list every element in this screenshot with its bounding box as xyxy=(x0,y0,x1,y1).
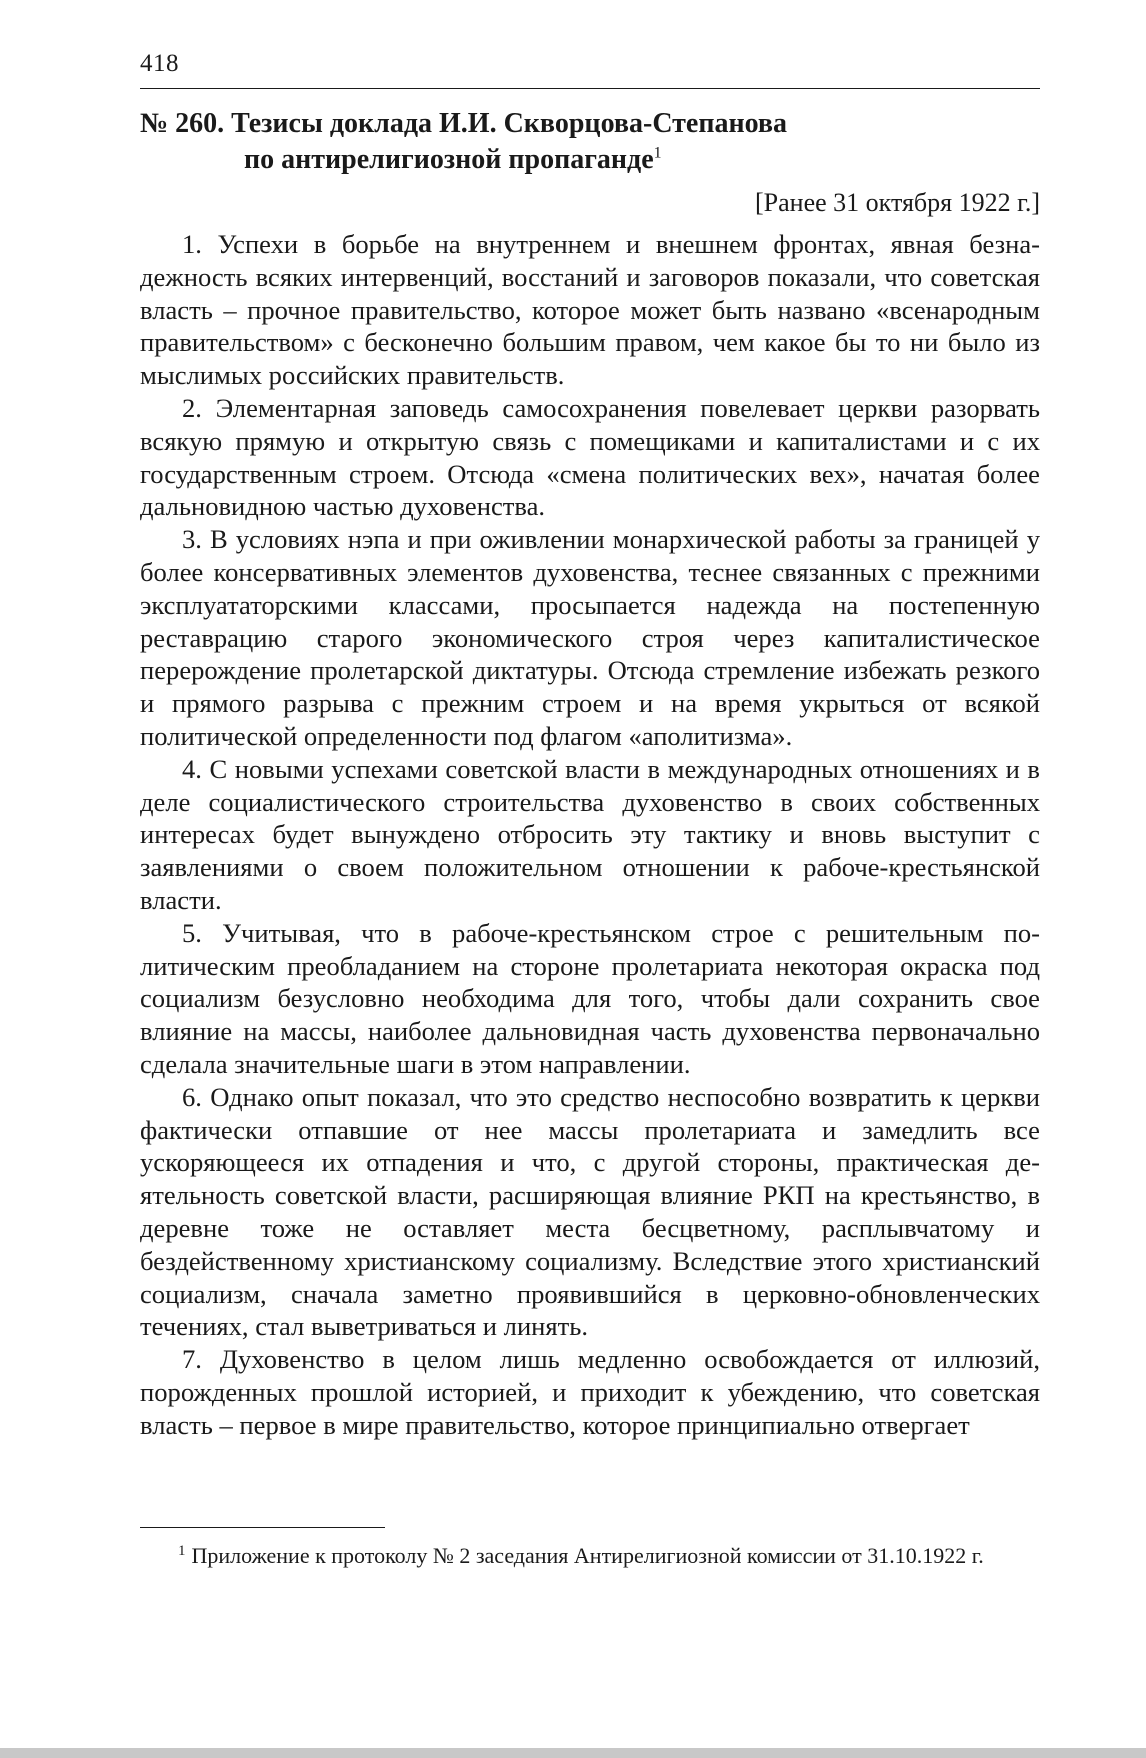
title-footnote-mark[interactable]: 1 xyxy=(653,144,662,162)
paragraph-4: 4. С новыми успехами советской власти в международных отношениях и в деле социалистического строительства духовенство в своих собственных интересах будет вынуждено отбросить эту тактику и вновь выступит с заявлениями о своем положительном отношении к рабоче-крестьянской власти. xyxy=(140,753,1040,915)
header-rule xyxy=(140,88,1040,89)
paragraph-2: 2. Элементарная заповедь самосохранения повелевает церкви разорвать всякую прямую и открытую связь с помещиками и капиталистами и с их государственным строем. Отсюда «смена политических вех», начатая более дальновидною частью духовенства. xyxy=(140,392,1040,522)
body-text xyxy=(140,228,1040,1441)
title-line-1: № 260. Тезисы доклада И.И. Скворцова-Степанова xyxy=(140,108,788,139)
page-bottom-edge xyxy=(0,1748,1146,1758)
footnote-rule xyxy=(140,1527,385,1528)
document-title xyxy=(140,106,1040,178)
paragraph-3: 3. В условиях нэпа и при оживлении монархической работы за границей у более консервативных элементов духовенства, теснее связанных с прежними эксплуататорскими классами, просыпается надежда на постепенную реставрацию старого экономического строя через капиталистическое перерождение пролетарской диктатуры. Отсюда стремление избежать резкого и прямого разрыва с прежним строем и на время укрыться от всякой политической определенности под флагом «аполитизма». xyxy=(140,524,1040,751)
footnote xyxy=(140,1540,1040,1571)
document-date: [Ранее 31 октября 1922 г.] xyxy=(755,188,1040,217)
footnote-mark: 1 xyxy=(178,1542,186,1559)
paragraph-1: 1. Успехи в борьбе на внутреннем и внешнем фронтах, явная безнадежность всяких интервенций, восстаний и заговоров показали, что советская власть – прочное правительство, которое может быть названо «всенародным правительством» с бесконечно большим правом, чем какое бы то ни было из мыслимых российских правительств. xyxy=(140,229,1040,391)
paragraph-5: 5. Учитывая, что в рабоче-крестьянском строе с решительным политическим преобладанием на стороне пролетариата некоторая окраска под социализм безусловно необходима для того, чтобы дали сохранить свое влияние на массы, наиболее дальновидная часть духовенства первоначально сделала значительные шаги в этом направлении. xyxy=(140,917,1040,1079)
title-line-2 xyxy=(140,142,1040,178)
footnote-text: Приложение к протоколу № 2 заседания Антирелигиозной комиссии от 31.10.1922 г. xyxy=(191,1543,984,1568)
paragraph-6: 6. Однако опыт показал, что это средство неспособно возвратить к церкви фактически отпавшие от нее массы пролетариата и замедлить все ускоряющееся их отпадения и что, с другой стороны, практическая деятельность советской власти, расширяющая влияние РКП на крестьянство, в деревне тоже не оставляет места бесцветному, расплывчатому и бездейственному христианскому социализму. Вследствие этого христианский социализм, сначала заметно проявившийся в церковно-обновленческих течениях, стал выветриваться и линять. xyxy=(140,1081,1040,1342)
title-line-2-text: по антирелигиозной пропаганде xyxy=(244,144,654,175)
paragraph-7: 7. Духовенство в целом лишь медленно освобождается от иллюзий, порожденных прошлой историей, и приходит к убеждению, что советская власть – первое в мире правительство, которое принципиально отвергает xyxy=(140,1344,1040,1440)
page-number: 418 xyxy=(140,50,179,77)
